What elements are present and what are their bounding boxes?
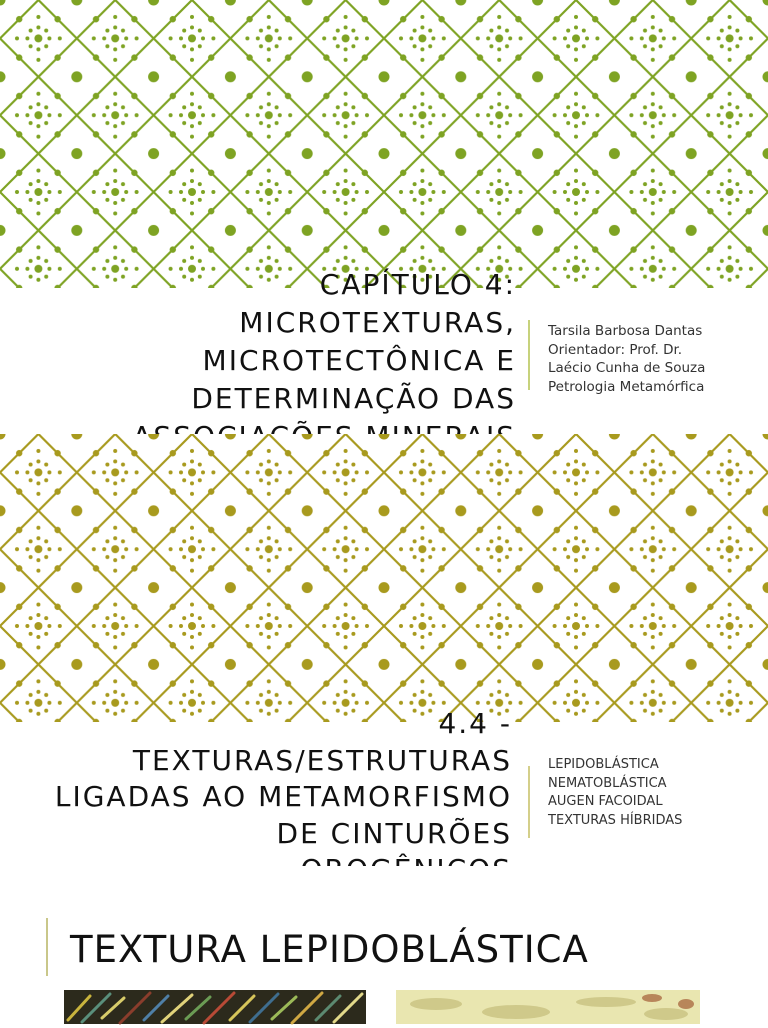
title-line: MICROTECTÔNICA E [202,344,516,377]
slide-3-title: TEXTURA LEPIDOBLÁSTICA [70,928,589,971]
course-name: Petrologia Metamórfica [548,378,705,395]
slide-1-title [40,266,516,434]
slide-2-title [0,706,512,864]
advisor-label: Orientador: Prof. Dr. [548,341,683,358]
micrograph-image-polarized [64,990,366,1024]
author-name: Tarsila Barbosa Dantas [548,323,703,339]
accent-divider [528,766,530,838]
topic-item: NEMATOBLÁSTICA [548,775,667,791]
micrograph-plane-light-svg [396,990,700,1024]
advisor-name: Laécio Cunha de Souza [548,360,706,376]
accent-divider [46,918,48,976]
decorative-pattern-olive [0,434,768,722]
decorative-pattern-green [0,0,768,288]
title-line: 4.4 - [438,707,512,740]
slide-3 [0,866,768,1024]
topic-list [548,756,682,830]
title-line: LIGADAS AO METAMORFISMO [54,780,512,813]
pattern-svg-olive [0,434,768,722]
micrograph-polarized-svg [64,990,366,1024]
title-line: DETERMINAÇÃO DAS [191,382,516,415]
title-line: MICROTEXTURAS, [239,306,516,339]
topic-item: AUGEN FACOIDAL [548,794,663,809]
title-line: TEXTURAS/ESTRUTURAS [132,743,512,777]
author-info [548,322,705,396]
title-line: DE CINTURÕES [276,816,512,850]
title-line: CAPÍTULO 4: [319,268,516,301]
accent-divider [528,320,530,390]
topic-item: TEXTURAS HÍBRIDAS [548,812,683,828]
pattern-svg-green [0,0,768,288]
slide-1 [0,0,768,434]
micrograph-image-plane-light [396,990,700,1024]
topic-item: LEPIDOBLÁSTICA [548,757,659,772]
slide-2 [0,434,768,866]
